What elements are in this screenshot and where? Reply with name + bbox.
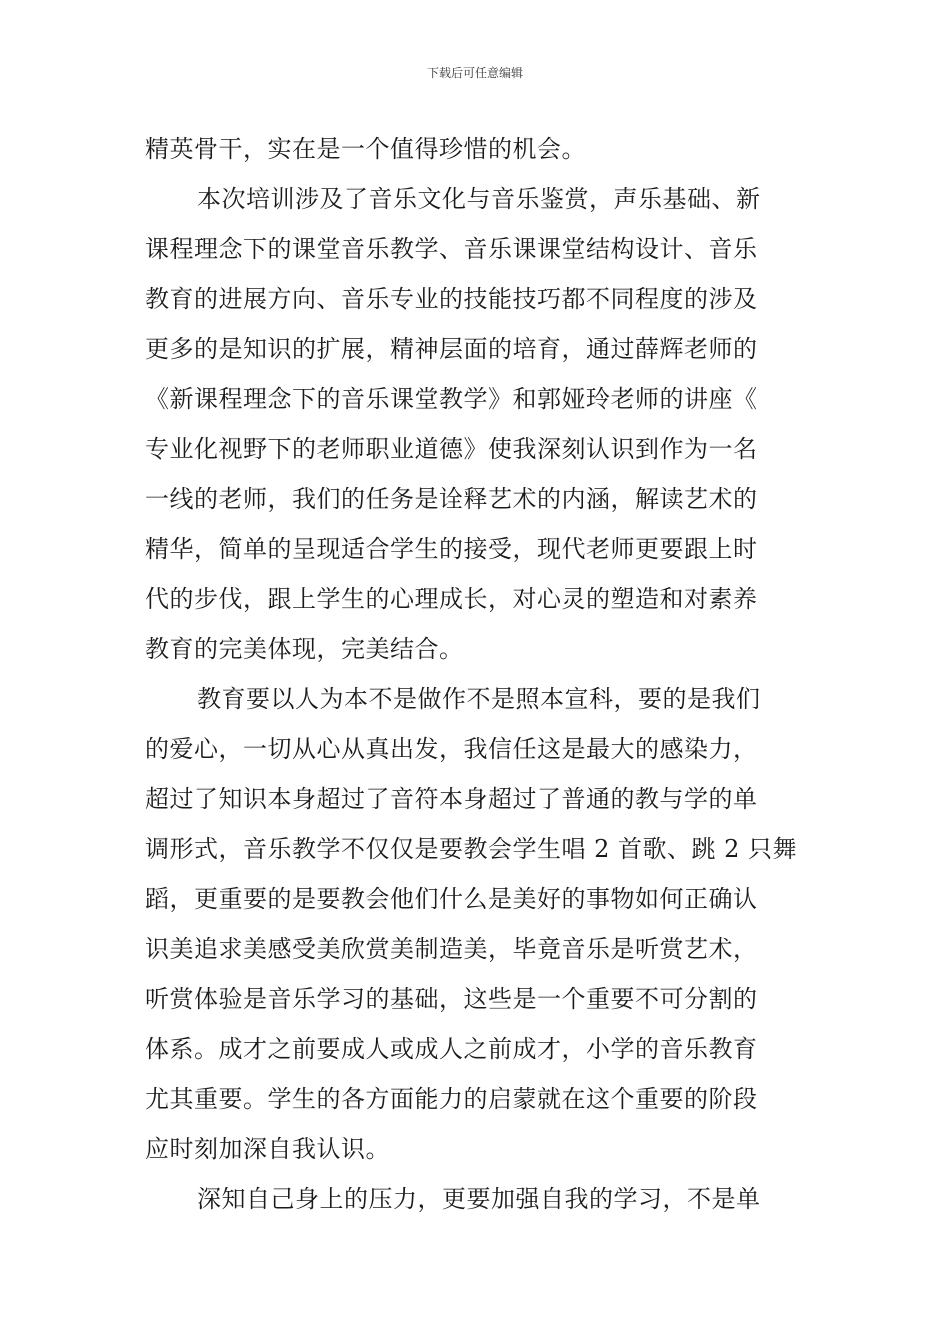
text-line: 一线的老师，我们的任务是诠释艺术的内涵，解读艺术的 bbox=[145, 485, 758, 513]
text-line: 的爱心，一切从心从真出发，我信任这是最大的感染力， bbox=[145, 735, 758, 763]
text-line: 本次培训涉及了音乐文化与音乐鉴赏，声乐基础、新 bbox=[197, 185, 761, 213]
text-line: 课程理念下的课堂音乐教学、音乐课课堂结构设计、音乐 bbox=[145, 235, 758, 263]
text-line: 更多的是知识的扩展，精神层面的培育，通过薛辉老师的 bbox=[145, 335, 758, 363]
text-line: 调形式，音乐教学不仅仅是要教会学生唱 2 首歌、跳 2 只舞 bbox=[145, 835, 798, 863]
text-line: 代的步伐，跟上学生的心理成长，对心灵的塑造和对素养 bbox=[145, 585, 758, 613]
text-line: 精英骨干，实在是一个值得珍惜的机会。 bbox=[145, 135, 586, 163]
text-line: 《新课程理念下的音乐课堂教学》和郭娅玲老师的讲座《 bbox=[145, 385, 758, 413]
text-line: 超过了知识本身超过了音符本身超过了普通的教与学的单 bbox=[145, 785, 758, 813]
text-line: 识美追求美感受美欣赏美制造美，毕竟音乐是听赏艺术， bbox=[145, 935, 758, 963]
document-body bbox=[145, 124, 807, 1224]
text-line: 精华，简单的呈现适合学生的接受，现代老师更要跟上时 bbox=[145, 535, 758, 563]
text-line: 应时刻加深自我认识。 bbox=[145, 1135, 390, 1163]
text-line: 尤其重要。学生的各方面能力的启蒙就在这个重要的阶段 bbox=[145, 1085, 758, 1113]
text-line: 体系。成才之前要成人或成人之前成才，小学的音乐教育 bbox=[145, 1035, 758, 1063]
text-line: 专业化视野下的老师职业道德》使我深刻认识到作为一名 bbox=[145, 435, 758, 463]
text-line: 教育要以人为本不是做作不是照本宣科，要的是我们 bbox=[197, 685, 761, 713]
text-line: 深知自己身上的压力，更要加强自我的学习，不是单 bbox=[197, 1185, 761, 1213]
page-header: 下载后可任意编辑 bbox=[426, 66, 523, 80]
text-line: 教育的进展方向、音乐专业的技能技巧都不同程度的涉及 bbox=[145, 285, 758, 313]
text-line: 教育的完美体现，完美结合。 bbox=[145, 635, 464, 663]
text-line: 听赏体验是音乐学习的基础，这些是一个重要不可分割的 bbox=[145, 985, 758, 1013]
text-line: 蹈，更重要的是要教会他们什么是美好的事物如何正确认 bbox=[145, 885, 758, 913]
